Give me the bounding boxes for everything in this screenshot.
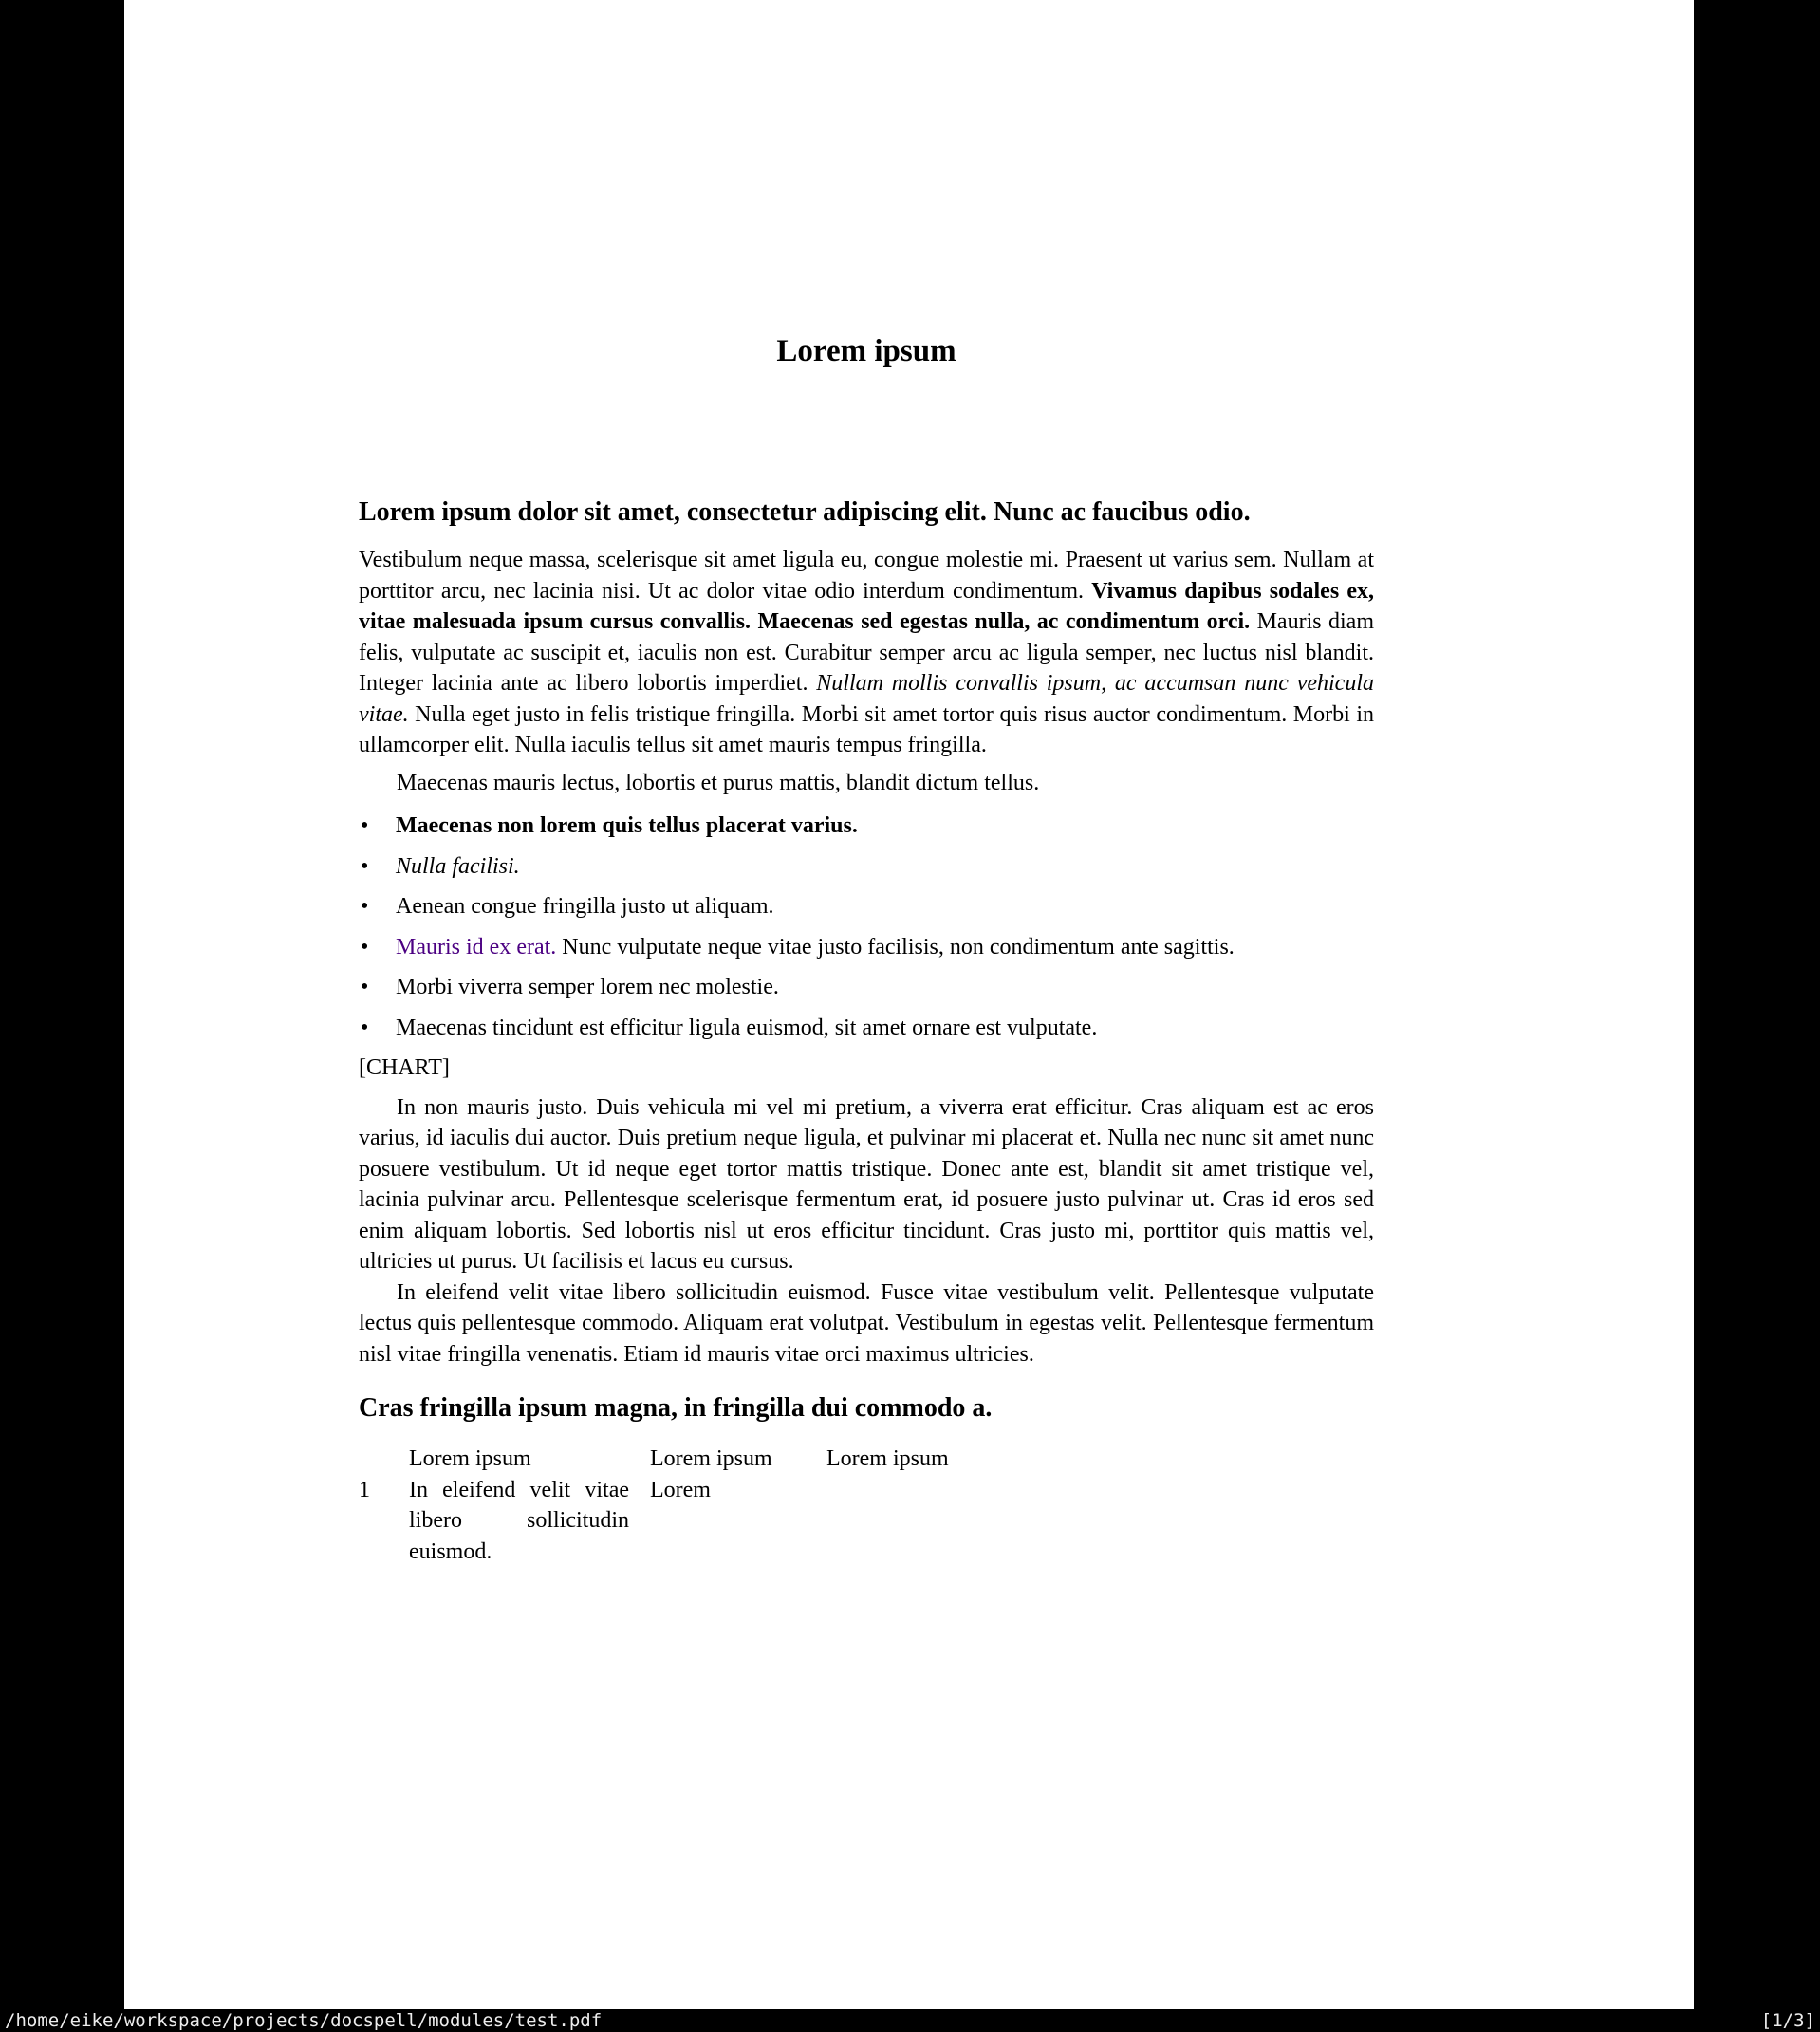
table-header-cell: Lorem ipsum <box>826 1446 949 1471</box>
text-segment: Nulla eget justo in felis tristique fringilla. Morbi sit amet tortor quis risus auctor condimentum. Morbi in ullamcorper elit. Nulla iaculis tellus sit amet mauris tempus fringilla. <box>359 701 1374 757</box>
bullet-list <box>359 811 1374 1043</box>
table-header-cell <box>359 1444 409 1475</box>
text-segment: Vivamus dapibus sodales ex, vitae malesuada ipsum cursus convallis. Maecenas sed egestas nulla, ac condimentum orci. <box>359 578 1375 634</box>
text-segment: Maecenas tincidunt est efficitur ligula euismod, sit amet ornare est vulputate. <box>396 1015 1098 1040</box>
paragraph-4: In eleifend velit vitae libero sollicitudin euismod. Fusce vitae vestibulum velit. Pellentesque vulputate lectus quis pellentesque commodo. Aliquam erat volutpat. Vestibulum in egestas velit. Pellentesque fermentum nisl vitae fringilla venenatis. Etiam id mauris vitae orci maximus ultricies. <box>359 1279 1374 1367</box>
list-item <box>359 891 1374 923</box>
document-title: Lorem ipsum <box>776 334 956 368</box>
statusbar-file-path: /home/eike/workspace/projects/docspell/modules/test.pdf <box>5 2010 603 2031</box>
text-segment: Nullam mollis convallis ipsum, ac accumsan nunc vehicula vitae. <box>359 671 1374 727</box>
bullet-icon: • <box>361 894 369 919</box>
bullet-icon: • <box>361 1015 369 1040</box>
text-segment: Mauris diam felis, vulputate ac suscipit et, iaculis non est. Curabitur semper arcu ac ligula semper, nec luctus nisl blandit. Integer lacinia ante ac libero lobortis imperdiet. <box>359 609 1374 696</box>
text-segment: Nulla facilisi. <box>396 853 520 879</box>
bullet-icon: • <box>361 934 369 960</box>
document-table <box>359 1444 988 1567</box>
table-header-cell: Lorem ipsum <box>650 1446 772 1471</box>
section-heading-1: Lorem ipsum dolor sit amet, consectetur adipiscing elit. Nunc ac faucibus odio. <box>359 497 1251 527</box>
section-heading-2: Cras fringilla ipsum magna, in fringilla dui commodo a. <box>359 1393 993 1423</box>
table-cell: In eleifend velit vitae libero sollicitudin euismod. <box>409 1477 629 1564</box>
paragraph-1 <box>359 545 1374 761</box>
table-header-cell: Lorem ipsum <box>409 1446 531 1471</box>
statusbar-page-indicator: [1/3] <box>1760 2010 1815 2031</box>
chart-placeholder: [CHART] <box>359 1055 450 1080</box>
text-link[interactable]: Mauris id ex erat. <box>396 934 557 960</box>
bullet-icon: • <box>361 853 369 879</box>
table-cell: Lorem <box>650 1477 711 1502</box>
statusbar <box>0 2009 1820 2032</box>
pdf-page[interactable] <box>124 0 1694 2009</box>
list-item <box>359 972 1374 1003</box>
table-header-row <box>359 1444 988 1475</box>
text-segment: Vestibulum neque massa, scelerisque sit amet ligula eu, congue molestie mi. Praesent ut varius sem. Nullam at porttitor arcu, nec lacinia nisi. Ut ac dolor vitae odio interdum condimentum. <box>359 548 1374 604</box>
text-segment: Maecenas non lorem quis tellus placerat varius. <box>396 813 858 838</box>
bullet-icon: • <box>361 813 369 838</box>
page-content <box>359 0 1374 1567</box>
bullet-icon: • <box>361 975 369 999</box>
paragraph-2: Maecenas mauris lectus, lobortis et purus mattis, blandit dictum tellus. <box>397 770 1040 795</box>
list-item <box>359 1013 1374 1044</box>
list-item <box>359 851 1374 883</box>
text-segment: Aenean congue fringilla justo ut aliquam. <box>396 894 774 919</box>
text-segment: Nunc vulputate neque vitae justo facilisis, non condimentum ante sagittis. <box>556 934 1235 960</box>
text-segment: Morbi viverra semper lorem nec molestie. <box>396 975 779 999</box>
paragraph-3: In non mauris justo. Duis vehicula mi vel mi pretium, a viverra erat efficitur. Cras aliquam est ac eros varius, id iaculis dui auctor. Duis pretium neque ligula, et pulvinar mi placerat et. Nulla nec nunc sit amet nunc posuere vestibulum. Ut id neque eget tortor mattis tristique. Donec ante est, blandit sit amet tristique vel, lacinia pulvinar arcu. Pellentesque scelerisque fermentum erat, id posuere justo pulvinar ut. Cras id eros sed enim aliquam lobortis. Sed lobortis nisl ut eros efficitur tincidunt. Cras justo mi, porttitor quis mattis vel, ultricies ut purus. Ut facilisis et lacus eu cursus. <box>359 1094 1374 1274</box>
table-row-number: 1 <box>359 1477 370 1502</box>
table-row <box>359 1475 988 1568</box>
table-cell <box>826 1475 988 1568</box>
list-item <box>359 932 1374 963</box>
list-item <box>359 811 1374 842</box>
